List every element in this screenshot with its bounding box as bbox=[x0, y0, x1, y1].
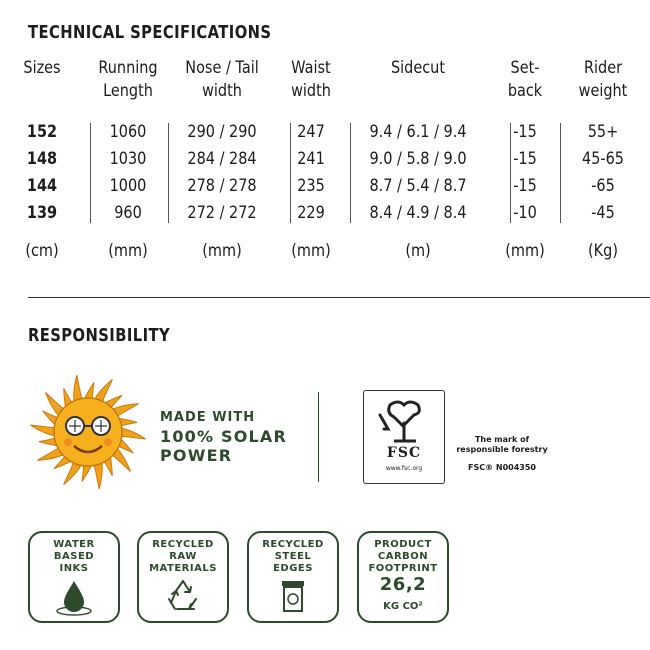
table-row bbox=[28, 173, 648, 200]
spec-header-cell: Waist bbox=[291, 58, 331, 78]
spec-cell: 229 bbox=[297, 203, 325, 223]
spec-header-cell: weight bbox=[578, 81, 628, 101]
solar-line-3: POWER bbox=[160, 446, 233, 465]
fsc-label: FSC bbox=[386, 445, 422, 461]
spec-cell: 272 / 272 bbox=[187, 203, 257, 223]
column-divider bbox=[90, 123, 91, 223]
responsibility-title: RESPONSIBILITY bbox=[28, 325, 171, 346]
spec-header-cell: Rider bbox=[583, 58, 623, 78]
spec-unit-cell: (m) bbox=[405, 241, 431, 261]
spec-cell: 8.7 / 5.4 / 8.7 bbox=[369, 176, 467, 196]
spec-cell: 247 bbox=[297, 122, 325, 142]
spec-header-cell: Length bbox=[103, 81, 153, 101]
spec-cell: 152 bbox=[26, 122, 58, 142]
badge-line: RECYCLED bbox=[262, 539, 324, 550]
sun-ray bbox=[30, 425, 56, 436]
badge-recycled-raw-materials bbox=[137, 531, 229, 623]
fsc-tagline bbox=[452, 435, 552, 455]
spec-cell: -65 bbox=[591, 176, 615, 196]
fsc-tagline-1: The mark of bbox=[474, 435, 530, 444]
spec-unit-cell: (mm) bbox=[202, 241, 242, 261]
badge-line: WATER bbox=[53, 539, 95, 550]
spec-cell: 55+ bbox=[587, 122, 619, 142]
spec-header-cell: width bbox=[202, 81, 242, 101]
spec-unit-cell: (mm) bbox=[291, 241, 331, 261]
badge-line: CARBON bbox=[377, 551, 429, 562]
spec-cell: 1060 bbox=[109, 122, 147, 142]
spec-header-cell: Nose / Tail bbox=[185, 58, 259, 78]
spec-header-cell: Running bbox=[98, 58, 158, 78]
badge-line: FOOTPRINT bbox=[368, 563, 438, 574]
recycle-bin-icon bbox=[273, 577, 313, 615]
spec-unit-cell: (cm) bbox=[25, 241, 59, 261]
spec-cell: 8.4 / 4.9 / 8.4 bbox=[369, 203, 467, 223]
spec-cell: 144 bbox=[26, 176, 58, 196]
water-drop-icon bbox=[54, 577, 94, 617]
spec-unit-cell: (mm) bbox=[505, 241, 545, 261]
sun-logo-icon bbox=[28, 372, 148, 496]
spec-cell: 139 bbox=[26, 203, 58, 223]
spec-cell: 9.4 / 6.1 / 9.4 bbox=[369, 122, 467, 142]
badge-line: RECYCLED bbox=[152, 539, 214, 550]
badge-water-based-inks bbox=[28, 531, 120, 623]
spec-cell: 1030 bbox=[109, 149, 147, 169]
carbon-value: 26,2 bbox=[379, 574, 427, 595]
vertical-divider bbox=[318, 392, 319, 482]
table-row bbox=[28, 119, 648, 146]
badge-line: PRODUCT bbox=[374, 539, 432, 550]
spec-header-cell: Sizes bbox=[23, 58, 61, 78]
spec-cell: -15 bbox=[513, 122, 537, 142]
spec-cell: 284 / 284 bbox=[187, 149, 257, 169]
spec-cell: -15 bbox=[513, 149, 537, 169]
badge-line: STEEL bbox=[274, 551, 312, 562]
fsc-logo bbox=[363, 390, 445, 484]
badge-line: INKS bbox=[59, 563, 89, 574]
spec-cell: 290 / 290 bbox=[187, 122, 257, 142]
spec-cell: 235 bbox=[297, 176, 325, 196]
badge-line: BASED bbox=[53, 551, 95, 562]
technical-specs-title: TECHNICAL SPECIFICATIONS bbox=[28, 22, 272, 43]
sun-ray bbox=[120, 428, 146, 439]
fsc-code: FSC® N004350 bbox=[468, 463, 536, 472]
table-row bbox=[28, 146, 648, 173]
badge-carbon-footprint bbox=[357, 531, 449, 623]
fsc-tagline-2: responsible forestry bbox=[456, 445, 548, 454]
spec-header-cell: width bbox=[291, 81, 331, 101]
table-row bbox=[28, 200, 648, 227]
spec-cell: 1000 bbox=[109, 176, 147, 196]
spec-cell: -15 bbox=[513, 176, 537, 196]
section-divider bbox=[28, 297, 650, 298]
fsc-url: www.fsc.org bbox=[385, 465, 423, 472]
spec-header-cell: Sidecut bbox=[390, 58, 446, 78]
spec-cell: 9.0 / 5.8 / 9.0 bbox=[369, 149, 467, 169]
spec-cell: 960 bbox=[114, 203, 142, 223]
column-divider bbox=[168, 123, 169, 223]
badge-line: MATERIALS bbox=[149, 563, 217, 574]
spec-cell: 45-65 bbox=[582, 149, 624, 169]
badge-line: RAW bbox=[169, 551, 197, 562]
solar-line-1: MADE WITH bbox=[160, 410, 256, 425]
column-divider bbox=[560, 123, 561, 223]
column-divider bbox=[350, 123, 351, 223]
spec-cell: -10 bbox=[513, 203, 537, 223]
spec-header-cell: back bbox=[507, 81, 543, 101]
spec-unit-cell: (Kg) bbox=[588, 241, 618, 261]
spec-cell: 278 / 278 bbox=[187, 176, 257, 196]
spec-header-cell: Set- bbox=[510, 58, 540, 78]
column-divider bbox=[290, 123, 291, 223]
spec-unit-cell: (mm) bbox=[108, 241, 148, 261]
solar-line-2: 100% SOLAR bbox=[160, 427, 288, 446]
badge-line: EDGES bbox=[273, 563, 313, 574]
fsc-tree-icon bbox=[374, 397, 434, 447]
solar-power-text bbox=[160, 408, 287, 465]
column-divider bbox=[510, 123, 511, 223]
carbon-unit: KG CO² bbox=[383, 601, 423, 612]
spec-cell: -45 bbox=[591, 203, 615, 223]
spec-cell: 241 bbox=[297, 149, 325, 169]
badge-recycled-steel-edges bbox=[247, 531, 339, 623]
recycle-icon bbox=[163, 577, 203, 613]
spec-cell: 148 bbox=[26, 149, 58, 169]
